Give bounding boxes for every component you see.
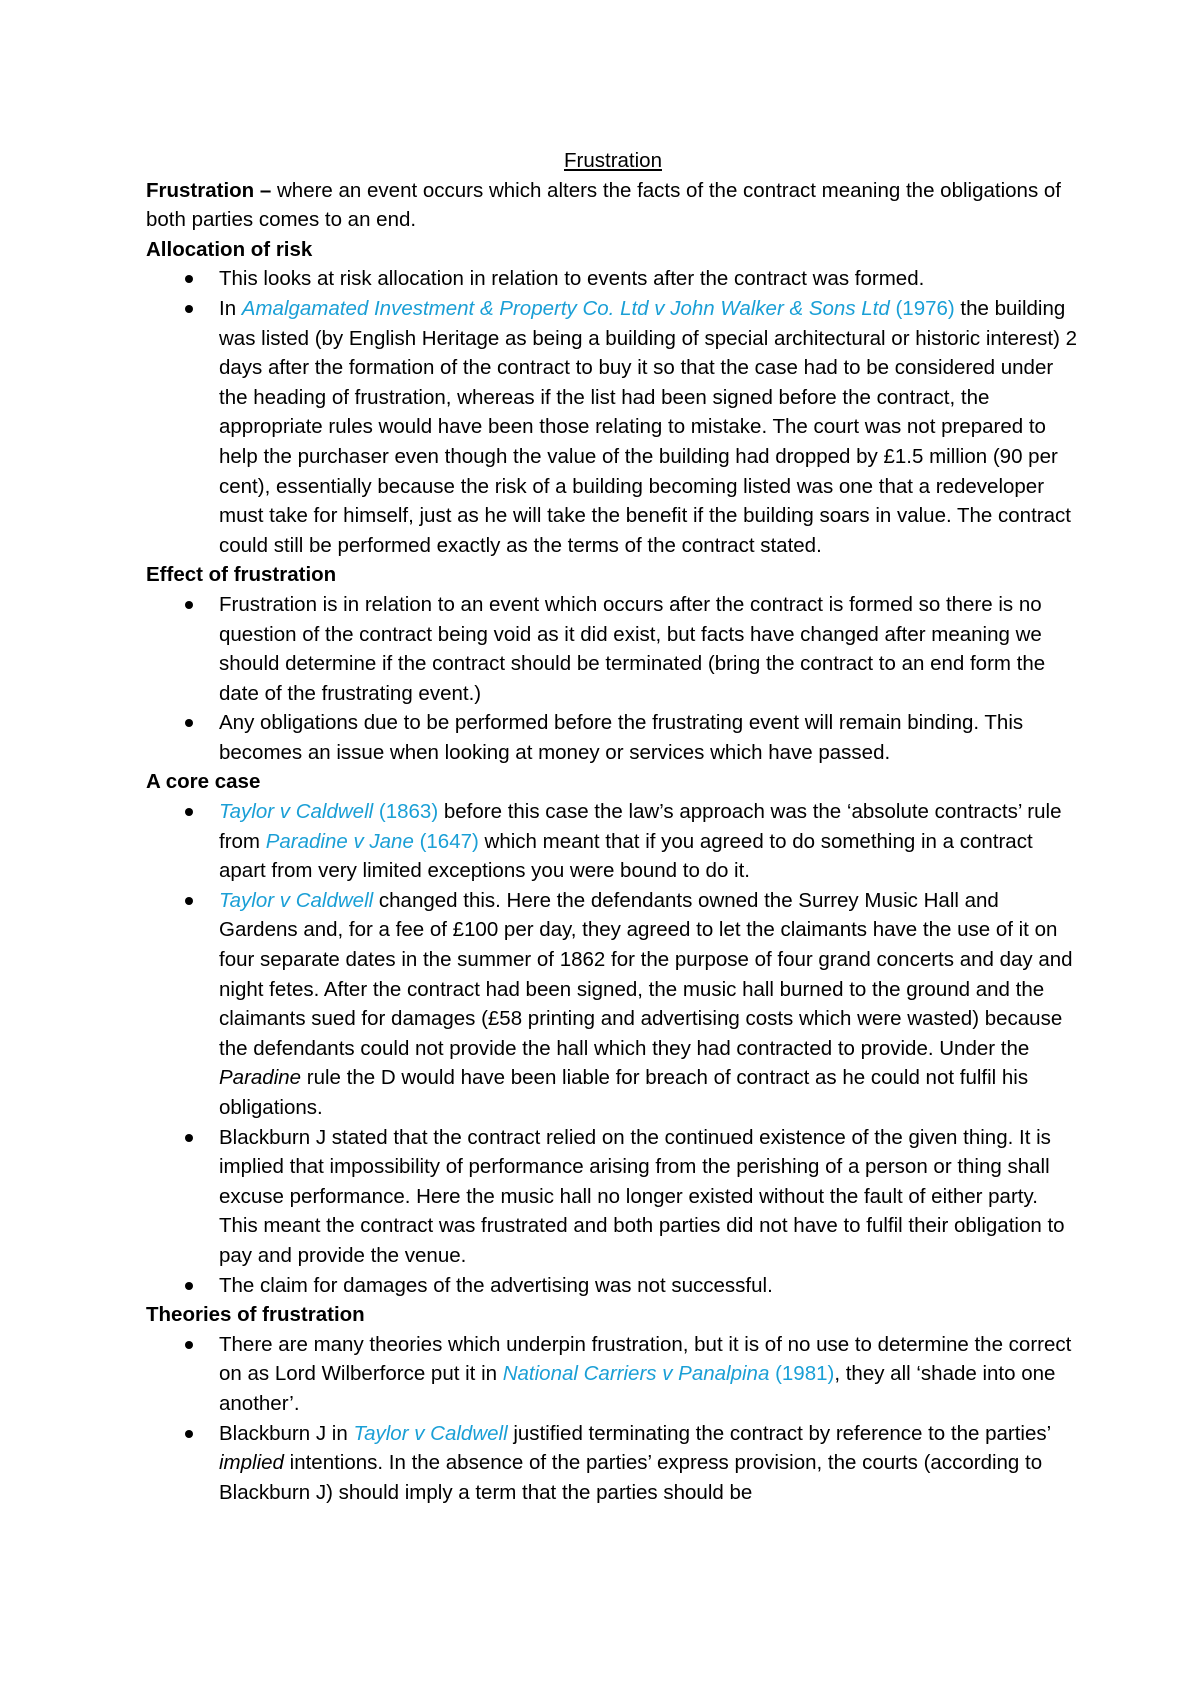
heading-effect-of-frustration: Effect of frustration [146, 563, 337, 587]
list-item [219, 886, 1080, 1123]
list-item [219, 294, 1080, 560]
bullet-text: This looks at risk allocation in relation to events after the contract was formed. [219, 267, 925, 291]
core-case-list [146, 797, 1080, 1300]
case-year: (1863) [378, 800, 439, 824]
heading-allocation-of-risk: Allocation of risk [146, 237, 313, 261]
case-citation: Amalgamated Investment & Property Co. Ltd v John Walker & Sons Ltd [241, 296, 890, 320]
bullet-text: Any obligations due to be performed before the frustrating event will remain binding. This becomes an issue when looking at money or services which have passed. [219, 711, 1024, 764]
intro-term: Frustration – [146, 178, 272, 202]
list-item [219, 1419, 1080, 1508]
list-item [219, 797, 1080, 886]
heading-theories-of-frustration: Theories of frustration [146, 1303, 365, 1327]
theories-list [146, 1330, 1080, 1508]
italic-emphasis: implied [219, 1451, 284, 1475]
effect-list [146, 590, 1080, 768]
list-item [219, 264, 1080, 294]
list-item [219, 590, 1080, 708]
case-citation: Paradine v Jane [265, 829, 414, 853]
case-year: (1647) [419, 829, 479, 853]
bullet-text: which meant that if you agreed to do something in a contract apart from very limited exceptions you were bound to do it. [219, 829, 1033, 883]
bullet-text: Frustration is in relation to an event which occurs after the contract is formed so there is no question of the contract being void as it did exist, but facts have changed after meaning we should determine if the contract should be terminated (bring the contract to an end form the date of the frustrating event.) [219, 592, 1046, 705]
bullet-text: , they all ‘shade into one another’. [219, 1362, 1056, 1415]
bullet-text: justified terminating the contract by reference to the parties’ [507, 1421, 1051, 1445]
italic-case-name: Paradine [219, 1066, 302, 1090]
list-item [219, 1123, 1080, 1271]
heading-a-core-case: A core case [146, 770, 261, 794]
intro-text: where an event occurs which alters the facts of the contract meaning the obligations of both parties comes to an end. [146, 178, 1061, 232]
case-citation: National Carriers v Panalpina [502, 1362, 770, 1386]
case-year: (1976) [895, 296, 955, 320]
bullet-text: intentions. In the absence of the parties’ express provision, the courts (according to Blackburn J) should imply a term that the parties should be [219, 1451, 1043, 1504]
bullet-text: changed this. Here the defendants owned the Surrey Music Hall and Gardens and, for a fee of £100 per day, they agreed to let the claimants have the use of it on four separate dates in the summer of 1862 for the purpose of four grand concerts and day and night fetes. After the contract had been signed, the music hall burned to the ground and the claimants sued for damages (£58 printing and advertising costs which were wasted) because the defendants could not provide the hall which they had contracted to provide. Under the [219, 888, 1073, 1060]
document-title: Frustration [564, 149, 662, 172]
intro-paragraph [146, 176, 1080, 235]
case-citation: Taylor v Caldwell [219, 888, 374, 912]
case-year: (1981) [775, 1362, 835, 1386]
allocation-list [146, 264, 1080, 560]
list-item [219, 708, 1080, 767]
bullet-text: Blackburn J in [219, 1421, 354, 1445]
case-citation: Taylor v Caldwell [219, 800, 374, 824]
bullet-text: There are many theories which underpin frustration, but it is of no use to determine the correct on as Lord Wilberforce put it in [219, 1332, 1072, 1386]
bullet-text: rule the D would have been liable for breach of contract as he could not fulfil his obligations. [219, 1066, 1029, 1119]
list-item [219, 1271, 1080, 1301]
bullet-text: In [219, 296, 242, 320]
bullet-text: before this case the law’s approach was the ‘absolute contracts’ rule from [219, 800, 1062, 853]
case-citation: Taylor v Caldwell [353, 1421, 508, 1445]
bullet-text: the building was listed (by English Heritage as being a building of special architectural or historic interest) 2 days after the formation of the contract to buy it so that the case had to be considered under the heading of frustration, whereas if the list had been signed before the contract, the appropriate rules would have been those relating to mistake. The court was not prepared to help the purchaser even though the value of the building had dropped by £1.5 million (90 per cent), essentially because the risk of a building becoming listed was one that a redeveloper must take for himself, just as he will take the benefit if the building soars in value. The contract could still be performed exactly as the terms of the contract stated. [219, 296, 1078, 557]
list-item [219, 1330, 1080, 1419]
bullet-text: Blackburn J stated that the contract relied on the continued existence of the given thing. It is implied that impossibility of performance arising from the perishing of a person or thing shall excuse performance. Here the music hall no longer existed without the fault of either party. This meant the contract was frustrated and both parties did not have to fulfil their obligation to pay and provide the venue. [219, 1125, 1065, 1267]
bullet-text: The claim for damages of the advertising was not successful. [219, 1273, 773, 1297]
